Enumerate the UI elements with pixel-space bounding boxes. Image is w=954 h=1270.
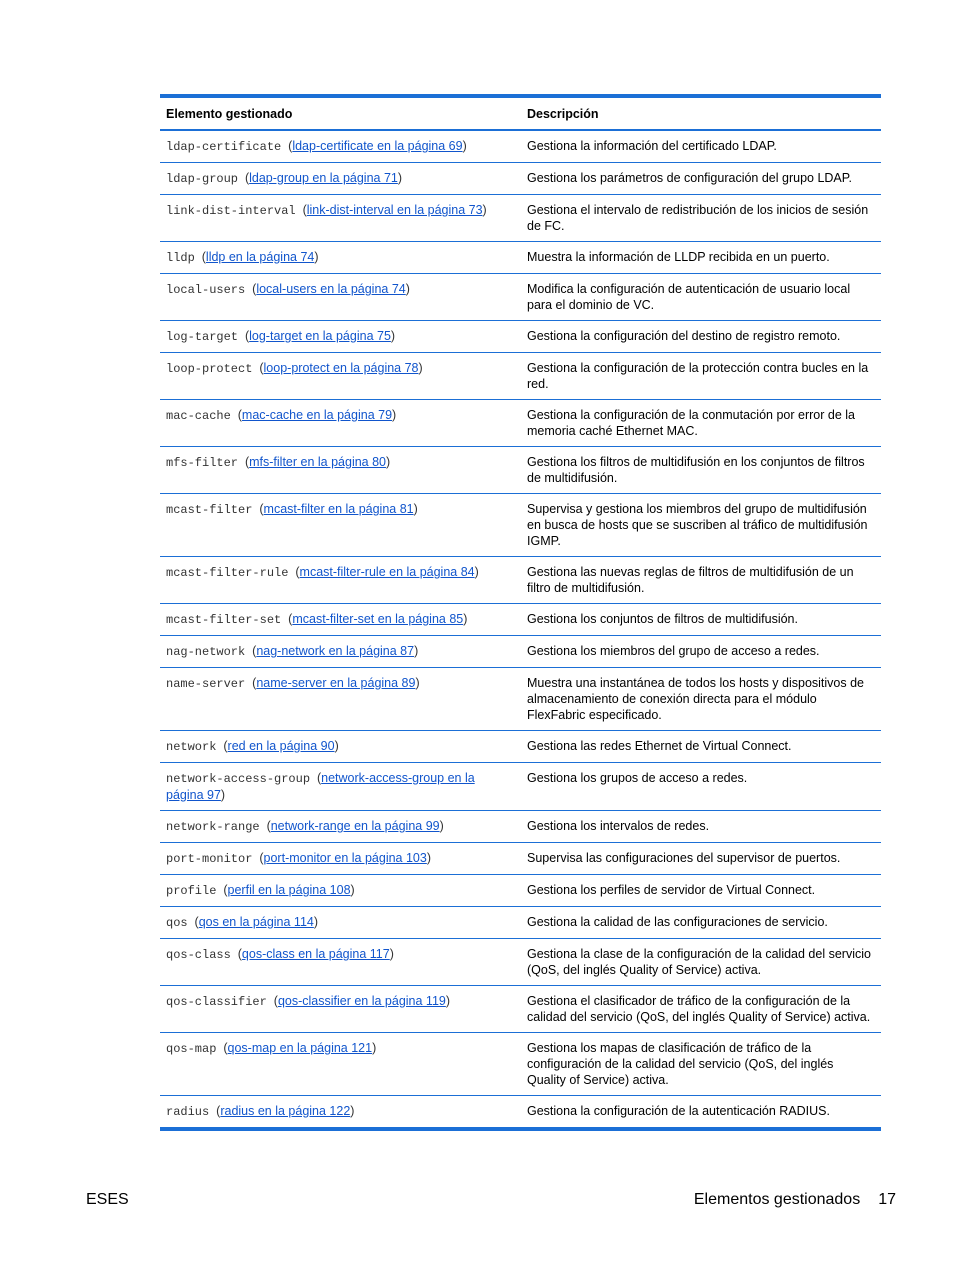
element-cell [160,636,521,668]
table-row [160,907,881,939]
command-name: name-server [166,677,246,691]
command-name: qos-classifier [166,995,267,1009]
element-cell [160,907,521,939]
paren-close: ) [372,1041,377,1055]
element-cell [160,321,521,353]
element-cell [160,668,521,731]
page-reference-link[interactable]: local-users en la página 74 [256,282,406,296]
paren-close: ) [482,203,487,217]
paren-close: ) [463,612,468,626]
page-reference-link[interactable]: qos-map en la página 121 [227,1041,373,1055]
paren-open: ( [238,171,250,185]
page-reference-link[interactable]: ldap-group en la página 71 [249,171,398,185]
element-cell [160,557,521,604]
table-row [160,668,881,731]
header-description: Descripción [521,96,881,130]
element-cell [160,274,521,321]
paren-close: ) [415,676,420,690]
element-cell [160,1033,521,1096]
command-name: ldap-group [166,172,239,186]
command-name: network-access-group [166,772,311,786]
description-cell: Gestiona la información del certificado LDAP. [521,130,881,163]
element-cell [160,400,521,447]
element-cell [160,494,521,557]
description-cell: Gestiona las nuevas reglas de filtros de multidifusión de un filtro de multidifusión. [521,557,881,604]
page-reference-link[interactable]: log-target en la página 75 [249,329,391,343]
paren-open: ( [216,739,228,753]
paren-open: ( [252,361,264,375]
command-name: network-range [166,820,260,834]
paren-open: ( [266,994,278,1008]
description-cell: Muestra una instantánea de todos los hosts y dispositivos de almacenamiento de conexión directa para el módulo FlexFabric especificado. [521,668,881,731]
element-cell [160,195,521,242]
page-reference-link[interactable]: network-access-group en la página 97 [166,771,475,802]
page-reference-link[interactable]: name-server en la página 89 [256,676,416,690]
table-row [160,400,881,447]
command-name: link-dist-interval [166,204,296,218]
command-name: qos-map [166,1042,217,1056]
element-cell [160,731,521,763]
page-reference-link[interactable]: mac-cache en la página 79 [241,408,393,422]
description-cell: Gestiona las redes Ethernet de Virtual Connect. [521,731,881,763]
command-name: radius [166,1105,210,1119]
page-reference-link[interactable]: lldp en la página 74 [205,250,315,264]
description-cell: Supervisa las configuraciones del supervisor de puertos. [521,843,881,875]
description-cell: Modifica la configuración de autenticación de usuario local para el dominio de VC. [521,274,881,321]
description-cell: Gestiona los conjuntos de filtros de multidifusión. [521,604,881,636]
description-cell: Gestiona los filtros de multidifusión en los conjuntos de filtros de multidifusión. [521,447,881,494]
command-name: network [166,740,217,754]
paren-close: ) [386,455,391,469]
page-reference-link[interactable]: network-range en la página 99 [270,819,440,833]
description-cell: Gestiona los perfiles de servidor de Virtual Connect. [521,875,881,907]
paren-open: ( [245,282,257,296]
table-row [160,986,881,1033]
command-name: qos-class [166,948,231,962]
paren-open: ( [295,203,307,217]
paren-open: ( [238,329,250,343]
table-row [160,163,881,195]
paren-close: ) [313,915,319,929]
description-cell: Gestiona los miembros del grupo de acceso a redes. [521,636,881,668]
table-row [160,939,881,986]
page-number: 17 [878,1191,896,1208]
description-cell: Gestiona los mapas de clasificación de tráfico de la configuración de la calidad del servicio (QoS, del inglés Quality of Service) activa. [521,1033,881,1096]
paren-close: ) [439,819,444,833]
table-row [160,494,881,557]
description-cell: Supervisa y gestiona los miembros del grupo de multidifusión en busca de hosts que se suscriben al tráfico de multidifusión IGMP. [521,494,881,557]
paren-close: ) [413,502,418,516]
description-cell: Gestiona la configuración de la autenticación RADIUS. [527,1104,830,1118]
paren-close: ) [397,171,403,185]
paren-open: ( [310,771,322,785]
command-name: loop-protect [166,362,253,376]
element-cell [160,875,521,907]
page-reference-link[interactable]: radius en la página 122 [220,1104,351,1118]
command-name: mcast-filter-rule [166,566,289,580]
description-cell: Gestiona la clase de la configuración de la calidad del servicio (QoS, del inglés Quality of Service) activa. [521,939,881,986]
table-header-row [160,96,881,130]
paren-open: ( [187,915,199,929]
description-cell: Gestiona los parámetros de configuración del grupo LDAP. [521,163,881,195]
element-cell [160,242,521,274]
command-name: mac-cache [166,409,231,423]
table-row [160,1096,881,1130]
paren-open: ( [209,1104,221,1118]
page-reference-link[interactable]: mcast-filter-rule en la página 84 [299,565,475,579]
paren-close: ) [389,947,394,961]
command-name: log-target [166,330,239,344]
table-row [160,447,881,494]
table-row [160,763,881,811]
table-row [160,557,881,604]
paren-close: ) [314,250,319,264]
page-reference-link[interactable]: mcast-filter-set en la página 85 [292,612,464,626]
page-reference-link[interactable]: qos-classifier en la página 119 [277,994,446,1008]
paren-open: ( [252,502,264,516]
element-cell [160,163,521,195]
command-name: profile [166,884,217,898]
page-reference-link[interactable]: qos en la página 114 [198,915,314,929]
page-reference-link[interactable]: red en la página 90 [227,739,335,753]
paren-open: ( [259,819,271,833]
command-name: mfs-filter [166,456,239,470]
paren-open: ( [230,408,242,422]
paren-close: ) [462,139,467,153]
table-row [160,731,881,763]
element-cell [160,130,521,163]
element-cell [160,986,521,1033]
table-row [160,1033,881,1096]
element-cell [160,447,521,494]
footer-section [694,1191,896,1209]
paren-close: ) [350,883,355,897]
table-row [160,353,881,400]
paren-close: ) [405,282,410,296]
page-reference-link[interactable]: mcast-filter en la página 81 [263,502,414,516]
paren-open: ( [245,644,257,658]
header-element: Elemento gestionado [160,96,521,130]
command-name: ldap-certificate [166,140,282,154]
paren-close: ) [390,329,396,343]
table-row [160,130,881,163]
description-cell: Gestiona los intervalos de redes. [521,811,881,843]
table-row [160,875,881,907]
table-row [160,195,881,242]
paren-open: ( [238,455,250,469]
paren-open: ( [216,883,228,897]
paren-close: ) [334,739,339,753]
paren-open: ( [245,676,257,690]
footer-locale: ESES [86,1191,129,1208]
element-cell [160,1096,521,1130]
paren-close: ) [426,851,432,865]
element-cell [160,939,521,986]
paren-close: ) [350,1104,355,1118]
command-name: port-monitor [166,852,253,866]
description-cell: Muestra la información de LLDP recibida en un puerto. [521,242,881,274]
paren-open: ( [281,139,293,153]
paren-open: ( [216,1041,228,1055]
paren-close: ) [474,565,479,579]
page-reference-link[interactable]: perfil en la página 108 [227,883,351,897]
table-row [160,242,881,274]
page-reference-link[interactable]: link-dist-interval en la página 73 [306,203,483,217]
paren-open: ( [230,947,242,961]
command-name: local-users [166,283,246,297]
description-cell: Gestiona la configuración del destino de registro remoto. [521,321,881,353]
managed-elements-table [160,94,881,1131]
paren-open: ( [194,250,206,264]
command-name: nag-network [166,645,246,659]
paren-open: ( [281,612,293,626]
paren-open: ( [252,851,264,865]
description-cell: Gestiona la configuración de la protección contra bucles en la red. [521,353,881,400]
paren-close: ) [418,361,423,375]
paren-close: ) [414,644,419,658]
table-row [160,604,881,636]
table-row [160,843,881,875]
element-cell [160,843,521,875]
command-name: mcast-filter-set [166,613,282,627]
page-reference-link[interactable]: port-monitor en la página 103 [263,851,427,865]
table-row [160,811,881,843]
paren-close: ) [392,408,397,422]
table-row [160,636,881,668]
command-name: qos [166,916,188,930]
paren-close: ) [445,994,451,1008]
element-cell [160,604,521,636]
paren-open: ( [288,565,300,579]
command-name: mcast-filter [166,503,253,517]
table-row [160,274,881,321]
table-row [160,321,881,353]
element-cell [160,811,521,843]
description-cell: Gestiona la calidad de las configuraciones de servicio. [521,907,881,939]
description-cell: Gestiona los grupos de acceso a redes. [521,763,881,811]
description-cell: Gestiona el clasificador de tráfico de la configuración de la calidad del servicio (QoS, del inglés Quality of Service) activa. [521,986,881,1033]
element-cell [160,763,521,811]
command-name: lldp [166,251,195,265]
page-reference-link[interactable]: mfs-filter en la página 80 [249,455,387,469]
page-reference-link[interactable]: qos-class en la página 117 [241,947,390,961]
page-reference-link[interactable]: loop-protect en la página 78 [263,361,419,375]
page-reference-link[interactable]: nag-network en la página 87 [256,644,415,658]
description-cell: Gestiona la configuración de la conmutación por error de la memoria caché Ethernet MAC. [521,400,881,447]
page-reference-link[interactable]: ldap-certificate en la página 69 [292,139,463,153]
description-cell: Gestiona el intervalo de redistribución de los inicios de sesión de FC. [521,195,881,242]
element-cell [160,353,521,400]
paren-close: ) [220,788,226,802]
footer-section-title: Elementos gestionados [693,1191,861,1208]
